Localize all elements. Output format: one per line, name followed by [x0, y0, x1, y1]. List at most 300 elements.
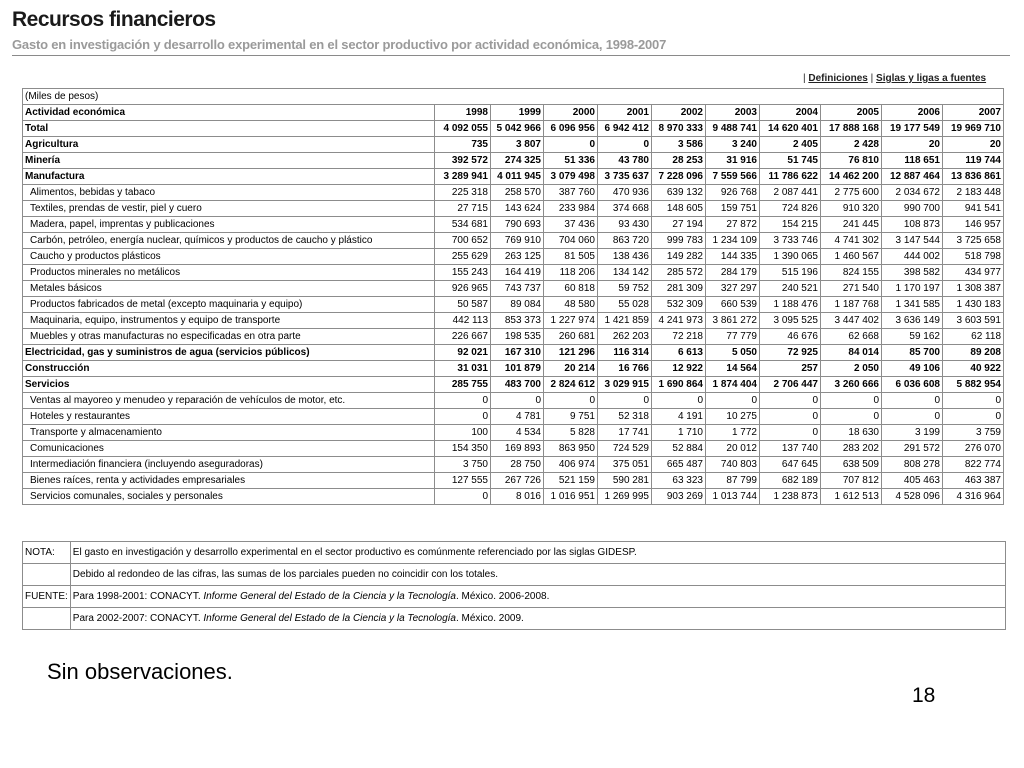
table-cell: 518 798: [943, 249, 1004, 265]
table-cell: 12 922: [652, 361, 706, 377]
source-row: [23, 608, 1006, 630]
table-cell: 0: [544, 393, 598, 409]
table-cell: 258 570: [491, 185, 544, 201]
table-cell: 853 373: [491, 313, 544, 329]
table-cell: 700 652: [435, 233, 491, 249]
table-row: [23, 473, 1004, 489]
table-cell: 167 310: [491, 345, 544, 361]
table-cell: 638 509: [821, 457, 882, 473]
table-cell: 1 238 873: [760, 489, 821, 505]
table-cell: 2 706 447: [760, 377, 821, 393]
table-row: [23, 361, 1004, 377]
table-cell: 43 780: [598, 153, 652, 169]
table-cell: 143 624: [491, 201, 544, 217]
table-cell: 1 772: [706, 425, 760, 441]
row-label: Servicios comunales, sociales y personales: [23, 489, 435, 505]
table-cell: 990 700: [882, 201, 943, 217]
table-cell: 285 755: [435, 377, 491, 393]
column-header-year: 2000: [544, 105, 598, 121]
table-cell: 16 766: [598, 361, 652, 377]
table-cell: 0: [652, 393, 706, 409]
table-cell: 442 113: [435, 313, 491, 329]
table-cell: 790 693: [491, 217, 544, 233]
column-header-year: 2002: [652, 105, 706, 121]
table-cell: 2 824 612: [544, 377, 598, 393]
table-cell: 149 282: [652, 249, 706, 265]
table-cell: 89 208: [943, 345, 1004, 361]
table-cell: 101 879: [491, 361, 544, 377]
table-cell: 735: [435, 137, 491, 153]
table-row: [23, 457, 1004, 473]
table-cell: 281 309: [652, 281, 706, 297]
table-cell: 521 159: [544, 473, 598, 489]
table-cell: 13 836 861: [943, 169, 1004, 185]
table-cell: 9 751: [544, 409, 598, 425]
table-row: [23, 345, 1004, 361]
source-text-pre: Para 1998-2001: CONACYT.: [72, 591, 204, 602]
table-cell: 9 488 741: [706, 121, 760, 137]
table-row: [23, 377, 1004, 393]
table-row: [23, 441, 1004, 457]
column-header-year: 2004: [760, 105, 821, 121]
column-header-year: 2006: [882, 105, 943, 121]
table-header-row: [23, 105, 1004, 121]
table-cell: 118 206: [544, 265, 598, 281]
page-subtitle: Gasto en investigación y desarrollo experimental en el sector productivo por actividad económica, 1998-2007: [12, 37, 667, 52]
table-cell: 769 910: [491, 233, 544, 249]
table-cell: 704 060: [544, 233, 598, 249]
table-row: [23, 425, 1004, 441]
table-cell: 4 011 945: [491, 169, 544, 185]
table-row: [23, 185, 1004, 201]
source-report-title: Informe General del Estado de la Ciencia y la Tecnología: [203, 591, 456, 602]
table-cell: 463 387: [943, 473, 1004, 489]
table-cell: 1 390 065: [760, 249, 821, 265]
row-label: Electricidad, gas y suministros de agua (servicios públicos): [23, 345, 435, 361]
acronyms-sources-link[interactable]: Siglas y ligas a fuentes: [876, 73, 987, 84]
row-label: Metales básicos: [23, 281, 435, 297]
table-row: [23, 329, 1004, 345]
table-cell: 647 645: [760, 457, 821, 473]
table-cell: 10 275: [706, 409, 760, 425]
table-cell: 100: [435, 425, 491, 441]
table-cell: 483 700: [491, 377, 544, 393]
row-label: Hoteles y restaurantes: [23, 409, 435, 425]
table-cell: 0: [821, 409, 882, 425]
table-cell: 3 079 498: [544, 169, 598, 185]
source-text-pre: Para 2002-2007: CONACYT.: [72, 613, 204, 624]
table-cell: 60 818: [544, 281, 598, 297]
row-label: Construcción: [23, 361, 435, 377]
table-cell: 52 318: [598, 409, 652, 425]
table-cell: 169 893: [491, 441, 544, 457]
table-cell: 1 612 513: [821, 489, 882, 505]
table-cell: 0: [882, 393, 943, 409]
table-cell: 2 034 672: [882, 185, 943, 201]
table-cell: 3 861 272: [706, 313, 760, 329]
table-cell: 1 308 387: [943, 281, 1004, 297]
page-number: 18: [912, 684, 936, 707]
table-cell: 285 572: [652, 265, 706, 281]
data-table-container: [22, 88, 1004, 505]
table-cell: 3 029 915: [598, 377, 652, 393]
table-cell: 3 199: [882, 425, 943, 441]
table-cell: 198 535: [491, 329, 544, 345]
table-cell: 76 810: [821, 153, 882, 169]
table-cell: 405 463: [882, 473, 943, 489]
notes-table: [22, 541, 1006, 630]
table-cell: 55 028: [598, 297, 652, 313]
source-text: [70, 608, 1005, 630]
table-row: [23, 137, 1004, 153]
table-cell: 3 735 637: [598, 169, 652, 185]
table-cell: 2 183 448: [943, 185, 1004, 201]
table-cell: 8 016: [491, 489, 544, 505]
table-cell: 2 428: [821, 137, 882, 153]
table-cell: 590 281: [598, 473, 652, 489]
table-cell: 233 984: [544, 201, 598, 217]
note-text: El gasto en investigación y desarrollo experimental en el sector productivo es comúnmente referenciado por las siglas GIDESP.: [70, 542, 1005, 564]
table-cell: 52 884: [652, 441, 706, 457]
table-cell: 3 147 544: [882, 233, 943, 249]
table-row: [23, 169, 1004, 185]
table-cell: 5 828: [544, 425, 598, 441]
table-cell: 19 177 549: [882, 121, 943, 137]
table-cell: 19 969 710: [943, 121, 1004, 137]
table-cell: 18 630: [821, 425, 882, 441]
table-cell: 5 042 966: [491, 121, 544, 137]
table-cell: 59 752: [598, 281, 652, 297]
table-cell: 257: [760, 361, 821, 377]
table-cell: 267 726: [491, 473, 544, 489]
table-cell: 375 051: [598, 457, 652, 473]
table-cell: 0: [435, 393, 491, 409]
table-row: [23, 297, 1004, 313]
table-cell: 4 741 302: [821, 233, 882, 249]
table-cell: 3 586: [652, 137, 706, 153]
table-cell: 164 419: [491, 265, 544, 281]
table-cell: 12 887 464: [882, 169, 943, 185]
row-label: Manufactura: [23, 169, 435, 185]
table-cell: 148 605: [652, 201, 706, 217]
table-cell: 3 759: [943, 425, 1004, 441]
table-cell: 707 812: [821, 473, 882, 489]
table-cell: 660 539: [706, 297, 760, 313]
table-cell: 5 050: [706, 345, 760, 361]
row-label: Transporte y almacenamiento: [23, 425, 435, 441]
table-cell: 863 950: [544, 441, 598, 457]
source-text-post: . México. 2009.: [455, 613, 524, 624]
table-cell: 4 528 096: [882, 489, 943, 505]
table-cell: 1 269 995: [598, 489, 652, 505]
table-cell: 72 925: [760, 345, 821, 361]
table-cell: 534 681: [435, 217, 491, 233]
slide-remark: Sin observaciones.: [47, 659, 233, 684]
column-header-activity: Actividad económica: [23, 105, 435, 121]
table-cell: 3 447 402: [821, 313, 882, 329]
table-cell: 7 559 566: [706, 169, 760, 185]
row-label: Textiles, prendas de vestir, piel y cuero: [23, 201, 435, 217]
row-label: Comunicaciones: [23, 441, 435, 457]
table-cell: 4 241 973: [652, 313, 706, 329]
table-cell: 822 774: [943, 457, 1004, 473]
table-cell: 3 260 666: [821, 377, 882, 393]
table-cell: 0: [760, 425, 821, 441]
table-cell: 17 888 168: [821, 121, 882, 137]
table-cell: 92 021: [435, 345, 491, 361]
source-label-empty: [23, 608, 71, 630]
table-cell: 374 668: [598, 201, 652, 217]
table-cell: 3 733 746: [760, 233, 821, 249]
table-cell: 14 620 401: [760, 121, 821, 137]
table-cell: 1 170 197: [882, 281, 943, 297]
table-cell: 926 965: [435, 281, 491, 297]
table-cell: 515 196: [760, 265, 821, 281]
table-cell: 999 783: [652, 233, 706, 249]
note-label: NOTA:: [23, 542, 71, 564]
table-cell: 3 725 658: [943, 233, 1004, 249]
table-cell: 77 779: [706, 329, 760, 345]
table-cell: 144 335: [706, 249, 760, 265]
expenditure-table: [22, 88, 1004, 505]
column-header-year: 2001: [598, 105, 652, 121]
table-cell: 0: [598, 137, 652, 153]
row-label: Ventas al mayoreo y menudeo y reparación de vehículos de motor, etc.: [23, 393, 435, 409]
table-cell: 0: [760, 393, 821, 409]
table-row: [23, 217, 1004, 233]
table-cell: 863 720: [598, 233, 652, 249]
table-cell: 155 243: [435, 265, 491, 281]
table-cell: 134 142: [598, 265, 652, 281]
table-cell: 93 430: [598, 217, 652, 233]
row-label: Madera, papel, imprentas y publicaciones: [23, 217, 435, 233]
note-text: Debido al redondeo de las cifras, las sumas de los parciales pueden no coincidir con los totales.: [70, 564, 1005, 586]
table-cell: 808 278: [882, 457, 943, 473]
table-row: [23, 153, 1004, 169]
table-cell: 0: [435, 489, 491, 505]
table-cell: 6 036 608: [882, 377, 943, 393]
table-cell: 62 118: [943, 329, 1004, 345]
table-cell: 398 582: [882, 265, 943, 281]
table-cell: 51 745: [760, 153, 821, 169]
table-cell: 0: [706, 393, 760, 409]
table-cell: 51 336: [544, 153, 598, 169]
table-cell: 271 540: [821, 281, 882, 297]
table-cell: 910 320: [821, 201, 882, 217]
table-cell: 14 462 200: [821, 169, 882, 185]
table-cell: 4 316 964: [943, 489, 1004, 505]
table-cell: 1 013 744: [706, 489, 760, 505]
table-cell: 28 253: [652, 153, 706, 169]
table-cell: 2 405: [760, 137, 821, 153]
column-header-year: 2003: [706, 105, 760, 121]
links-prefix: |: [803, 73, 806, 84]
table-cell: 444 002: [882, 249, 943, 265]
row-label: Minería: [23, 153, 435, 169]
table-cell: 4 191: [652, 409, 706, 425]
row-label: Productos fabricados de metal (excepto maquinaria y equipo): [23, 297, 435, 313]
row-label: Agricultura: [23, 137, 435, 153]
table-cell: 20: [943, 137, 1004, 153]
row-label: Bienes raíces, renta y actividades empresariales: [23, 473, 435, 489]
table-cell: 2 087 441: [760, 185, 821, 201]
definitions-link[interactable]: Definiciones: [808, 73, 868, 84]
table-cell: 3 240: [706, 137, 760, 153]
table-cell: 20: [882, 137, 943, 153]
table-cell: 387 760: [544, 185, 598, 201]
table-cell: 241 445: [821, 217, 882, 233]
table-cell: 40 922: [943, 361, 1004, 377]
table-cell: 7 228 096: [652, 169, 706, 185]
table-cell: 1 341 585: [882, 297, 943, 313]
table-cell: 1 421 859: [598, 313, 652, 329]
table-cell: 154 215: [760, 217, 821, 233]
table-cell: 50 587: [435, 297, 491, 313]
table-cell: 3 095 525: [760, 313, 821, 329]
table-cell: 27 194: [652, 217, 706, 233]
table-cell: 1 690 864: [652, 377, 706, 393]
table-cell: 37 436: [544, 217, 598, 233]
table-cell: 5 882 954: [943, 377, 1004, 393]
row-label: Productos minerales no metálicos: [23, 265, 435, 281]
table-cell: 263 125: [491, 249, 544, 265]
table-cell: 3 807: [491, 137, 544, 153]
table-cell: 146 957: [943, 217, 1004, 233]
table-cell: 0: [943, 409, 1004, 425]
table-cell: 72 218: [652, 329, 706, 345]
table-cell: 81 505: [544, 249, 598, 265]
table-cell: 740 803: [706, 457, 760, 473]
table-row: [23, 409, 1004, 425]
table-cell: 4 781: [491, 409, 544, 425]
table-cell: 62 668: [821, 329, 882, 345]
table-cell: 0: [598, 393, 652, 409]
table-cell: 137 740: [760, 441, 821, 457]
row-label: Intermediación financiera (incluyendo aseguradoras): [23, 457, 435, 473]
table-cell: 824 155: [821, 265, 882, 281]
table-cell: 31 916: [706, 153, 760, 169]
row-label: Alimentos, bebidas y tabaco: [23, 185, 435, 201]
units-label: (Miles de pesos): [23, 89, 1004, 105]
row-label: Maquinaria, equipo, instrumentos y equipo de transporte: [23, 313, 435, 329]
table-cell: 1 234 109: [706, 233, 760, 249]
table-cell: 262 203: [598, 329, 652, 345]
table-row: [23, 313, 1004, 329]
table-cell: 226 667: [435, 329, 491, 345]
table-cell: 127 555: [435, 473, 491, 489]
table-cell: 639 132: [652, 185, 706, 201]
table-cell: 108 873: [882, 217, 943, 233]
page-title: Recursos financieros: [12, 8, 216, 31]
table-cell: 724 529: [598, 441, 652, 457]
table-cell: 63 323: [652, 473, 706, 489]
table-cell: 392 572: [435, 153, 491, 169]
table-cell: 1 874 404: [706, 377, 760, 393]
column-header-year: 1998: [435, 105, 491, 121]
table-cell: 327 297: [706, 281, 760, 297]
table-cell: 1 710: [652, 425, 706, 441]
note-label-empty: [23, 564, 71, 586]
table-cell: 0: [491, 393, 544, 409]
table-cell: 4 092 055: [435, 121, 491, 137]
source-text: [70, 586, 1005, 608]
reference-links: [803, 73, 986, 84]
title-divider: [12, 55, 1010, 56]
table-cell: 2 050: [821, 361, 882, 377]
table-cell: 85 700: [882, 345, 943, 361]
table-row: [23, 121, 1004, 137]
table-cell: 532 309: [652, 297, 706, 313]
table-cell: 283 202: [821, 441, 882, 457]
table-cell: 31 031: [435, 361, 491, 377]
table-cell: 682 189: [760, 473, 821, 489]
table-cell: 665 487: [652, 457, 706, 473]
table-cell: 1 227 974: [544, 313, 598, 329]
table-row: [23, 233, 1004, 249]
table-row: [23, 265, 1004, 281]
row-label: Muebles y otras manufacturas no especificadas en otra parte: [23, 329, 435, 345]
table-cell: 0: [760, 409, 821, 425]
column-header-year: 2007: [943, 105, 1004, 121]
table-cell: 20 214: [544, 361, 598, 377]
table-cell: 6 942 412: [598, 121, 652, 137]
table-cell: 274 325: [491, 153, 544, 169]
row-label: Servicios: [23, 377, 435, 393]
table-cell: 4 534: [491, 425, 544, 441]
table-cell: 240 521: [760, 281, 821, 297]
table-cell: 1 016 951: [544, 489, 598, 505]
table-cell: 276 070: [943, 441, 1004, 457]
table-row: [23, 281, 1004, 297]
table-cell: 0: [882, 409, 943, 425]
table-cell: 20 012: [706, 441, 760, 457]
table-cell: 3 603 591: [943, 313, 1004, 329]
table-cell: 11 786 622: [760, 169, 821, 185]
table-cell: 284 179: [706, 265, 760, 281]
table-cell: 941 541: [943, 201, 1004, 217]
table-cell: 1 188 476: [760, 297, 821, 313]
source-label: FUENTE:: [23, 586, 71, 608]
table-cell: 6 096 956: [544, 121, 598, 137]
note-row: [23, 564, 1006, 586]
table-cell: 14 564: [706, 361, 760, 377]
table-cell: 2 775 600: [821, 185, 882, 201]
table-row: [23, 489, 1004, 505]
table-cell: 49 106: [882, 361, 943, 377]
source-row: [23, 586, 1006, 608]
table-cell: 406 974: [544, 457, 598, 473]
table-cell: 119 744: [943, 153, 1004, 169]
table-cell: 743 737: [491, 281, 544, 297]
table-cell: 3 289 941: [435, 169, 491, 185]
table-cell: 6 613: [652, 345, 706, 361]
table-cell: 27 715: [435, 201, 491, 217]
links-separator: |: [870, 73, 874, 84]
table-cell: 225 318: [435, 185, 491, 201]
source-text-post: . México. 2006-2008.: [455, 591, 550, 602]
row-label: Caucho y productos plásticos: [23, 249, 435, 265]
table-row: [23, 249, 1004, 265]
units-row: [23, 89, 1004, 105]
table-cell: 138 436: [598, 249, 652, 265]
table-cell: 926 768: [706, 185, 760, 201]
table-cell: 903 269: [652, 489, 706, 505]
table-cell: 255 629: [435, 249, 491, 265]
table-cell: 1 460 567: [821, 249, 882, 265]
source-report-title: Informe General del Estado de la Ciencia y la Tecnología: [203, 613, 456, 624]
table-cell: 291 572: [882, 441, 943, 457]
table-cell: 28 750: [491, 457, 544, 473]
